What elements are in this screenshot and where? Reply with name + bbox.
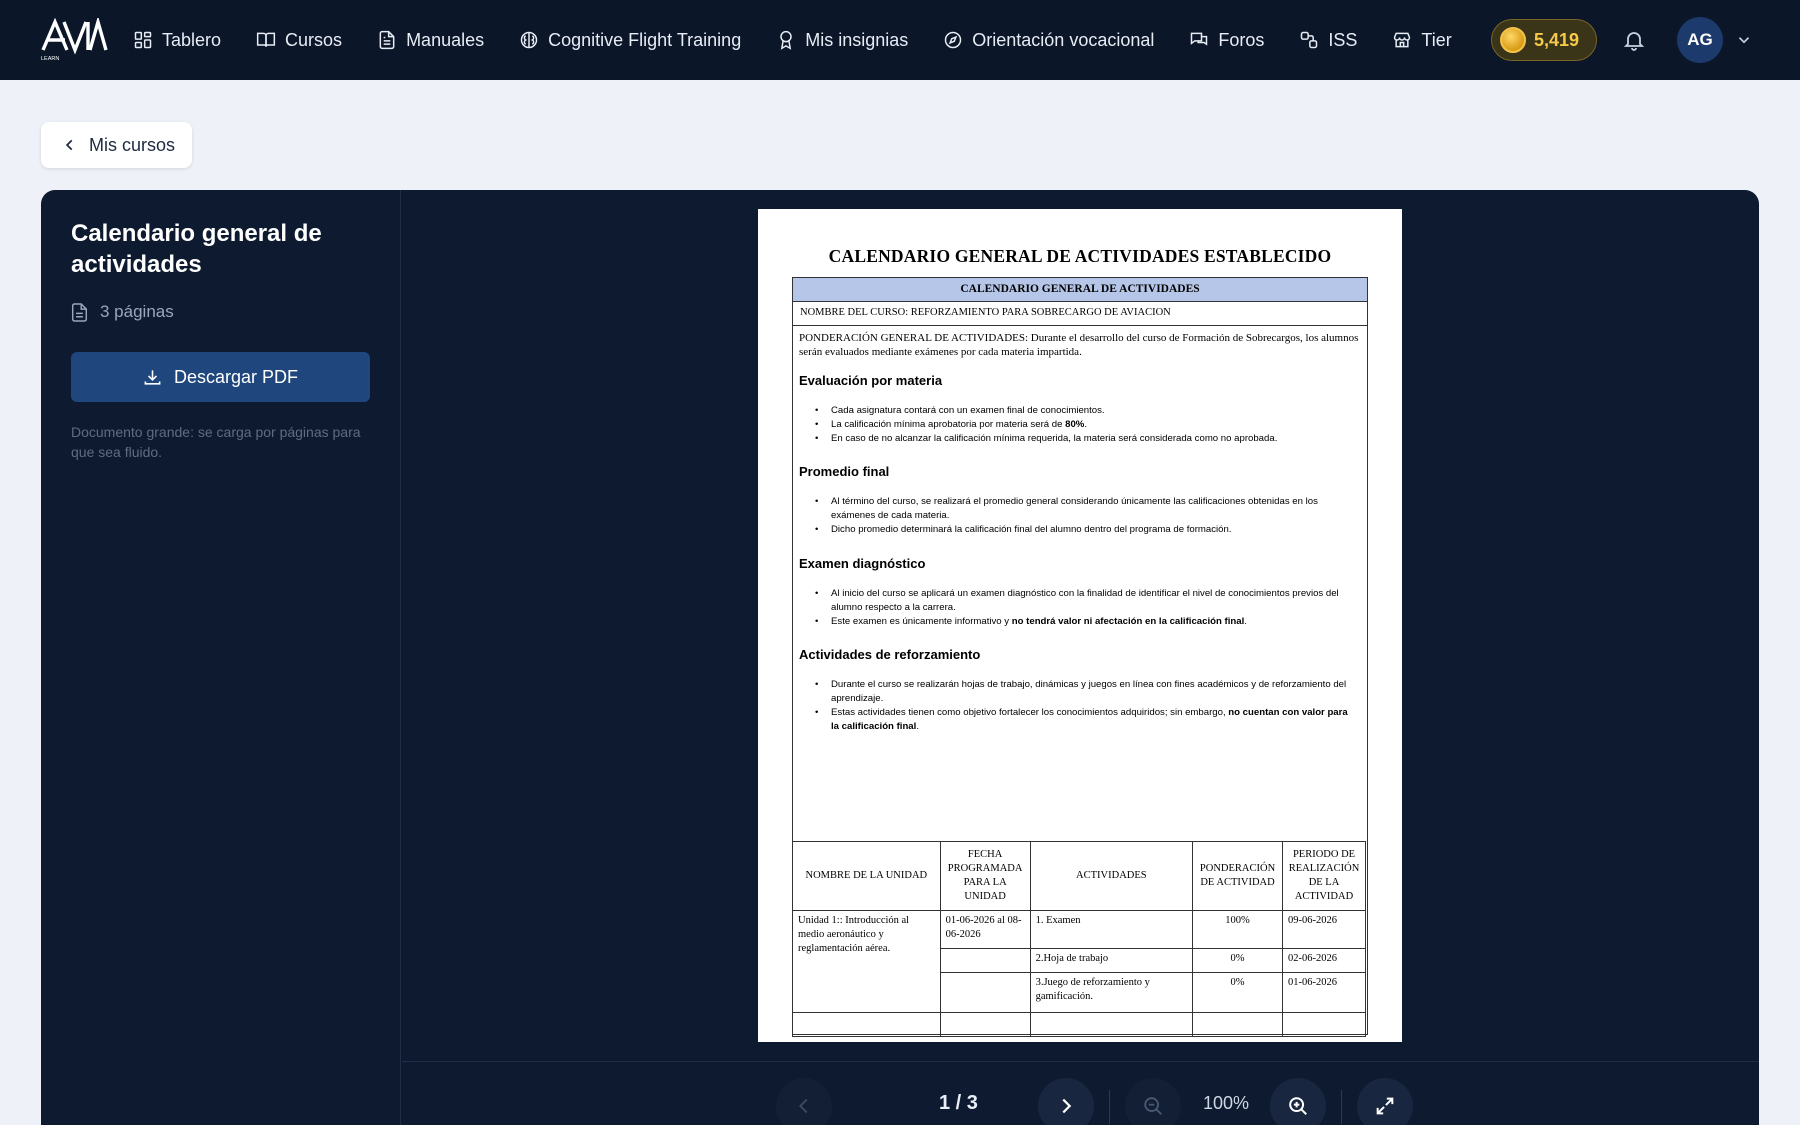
main-menu: [133, 0, 1485, 80]
pdf-heading: CALENDARIO GENERAL DE ACTIVIDADES ESTABLECIDO: [828, 246, 1332, 266]
bullet-item: • Este examen es únicamente informativo y no tendrá valor ni afectación en la calificación final.: [815, 615, 1355, 629]
zoom-out-icon: [1142, 1095, 1164, 1117]
nav-item-cognitive-flight-training[interactable]: [519, 0, 741, 80]
previous-page-button[interactable]: [776, 1078, 832, 1125]
download-label: Descargar PDF: [173, 366, 299, 387]
activity-cell: 2.Hoja de trabajo: [1030, 949, 1193, 973]
nav-item-tier[interactable]: [1392, 0, 1451, 80]
weight-cell: 0%: [1193, 949, 1283, 973]
link-icon: [1299, 30, 1319, 50]
unit-name-cell: Unidad 1:: Introducción al medio aeronáutico y reglamentación aérea.: [793, 911, 941, 1013]
period-cell: 01-06-2026: [1283, 973, 1366, 1013]
bullet-item: • Dicho promedio determinará la calificación final del alumno dentro del programa de formación.: [815, 523, 1355, 537]
bullet-item: • Al término del curso, se realizará el promedio general considerando únicamente las calificaciones obtenidas en los exámenes de cada materia.: [815, 495, 1355, 523]
bullet-item: • En caso de no alcanzar la calificación mínima requerida, la materia será considerada como no aprobada.: [815, 432, 1355, 446]
chevron-left-icon: [63, 138, 77, 152]
zoom-out-button[interactable]: [1125, 1078, 1181, 1125]
section-bullets: [815, 495, 1355, 537]
coin-count: 5,419: [1534, 29, 1580, 50]
page-count-label: 3 páginas: [100, 302, 174, 321]
bullet-item: • La calificación mínima aprobatoria por materia será de 80%.: [815, 418, 1355, 432]
back-button-label: Mis cursos: [89, 134, 176, 155]
divider: [1341, 1090, 1342, 1124]
ponderacion-text: PONDERACIÓN GENERAL DE ACTIVIDADES: Durante el desarrollo del curso de Formación de Sobrecargos, los alumnos serán evaluados mediante exámenes por cada materia impartida.: [799, 332, 1359, 358]
dashboard-icon: [133, 30, 153, 50]
table-row-empty: [793, 1013, 1366, 1037]
page-count: [71, 302, 174, 322]
viewer-controls: [402, 1061, 1759, 1125]
avia-learn-logo[interactable]: [40, 18, 108, 62]
avatar[interactable]: AG: [1677, 17, 1723, 63]
chevron-right-icon: [1055, 1095, 1077, 1117]
frame-banner: CALENDARIO GENERAL DE ACTIVIDADES: [793, 278, 1367, 302]
activities-frame: [792, 277, 1368, 1035]
document-title: Calendario general de actividades: [71, 220, 322, 278]
nav-label: Manuales: [406, 29, 485, 50]
bell-icon[interactable]: [1622, 28, 1646, 52]
store-icon: [1392, 30, 1412, 50]
nav-item-tablero[interactable]: [133, 0, 221, 80]
empty-cell: [1030, 1013, 1193, 1037]
chevron-down-icon[interactable]: [1735, 31, 1753, 49]
badge-icon: [776, 30, 796, 50]
section-title: Promedio final: [799, 464, 890, 479]
top-navigation: [0, 0, 1800, 80]
logo-subtext: LEARN: [41, 56, 60, 62]
nav-item-cursos[interactable]: [256, 0, 342, 80]
download-pdf-button[interactable]: [71, 352, 370, 402]
nav-item-iss[interactable]: [1299, 0, 1357, 80]
expand-icon: [1374, 1095, 1396, 1117]
coin-icon: [1500, 27, 1526, 53]
zoom-in-icon: [1287, 1095, 1309, 1117]
bullet-item: • Durante el curso se realizarán hojas de trabajo, dinámicas y juegos en línea con fines académicos y de reforzamiento del aprendizaje.: [815, 678, 1355, 706]
nav-label: Cursos: [285, 29, 343, 50]
nav-item-orientacion-vocacional[interactable]: [943, 0, 1154, 80]
next-page-button[interactable]: [1038, 1078, 1094, 1125]
file-icon: [71, 303, 88, 322]
table-header: PONDERACIÓN DE ACTIVIDAD: [1193, 842, 1283, 911]
empty-cell: [940, 1013, 1030, 1037]
empty-cell: [793, 1013, 941, 1037]
table-header: NOMBRE DE LA UNIDAD: [793, 842, 941, 911]
brain-icon: [519, 30, 539, 50]
nav-item-manuales[interactable]: [377, 0, 484, 80]
course-name: NOMBRE DEL CURSO: REFORZAMIENTO PARA SOBRECARGO DE AVIACION: [793, 302, 1367, 326]
divider: [1109, 1090, 1110, 1124]
nav-item-mis-insignias[interactable]: [776, 0, 908, 80]
nav-label: Mis insignias: [805, 29, 909, 50]
table-header-row: [793, 842, 1366, 911]
activity-cell: 3.Juego de reforzamiento y gamificación.: [1030, 973, 1193, 1013]
period-cell: 02-06-2026: [1283, 949, 1366, 973]
empty-cell: [940, 973, 1030, 1013]
back-to-courses-button[interactable]: [41, 122, 192, 168]
table-row: [793, 911, 1366, 949]
table-header: PERIODO DE REALIZACIÓN DE LA ACTIVIDAD: [1283, 842, 1366, 911]
coin-balance[interactable]: [1491, 19, 1597, 61]
document-icon: [377, 30, 397, 50]
nav-label: Orientación vocacional: [972, 29, 1155, 50]
bullet-item: • Cada asignatura contará con un examen final de conocimientos.: [815, 404, 1355, 418]
nav-label: ISS: [1328, 29, 1358, 50]
zoom-in-button[interactable]: [1270, 1078, 1326, 1125]
table-header: FECHA PROGRAMADA PARA LA UNIDAD: [940, 842, 1030, 911]
download-icon: [143, 368, 162, 387]
chevron-left-icon: [793, 1095, 815, 1117]
activities-table: [792, 841, 1366, 1037]
fullscreen-button[interactable]: [1357, 1078, 1413, 1125]
section-title: Examen diagnóstico: [799, 556, 926, 571]
table-header: ACTIVIDADES: [1030, 842, 1193, 911]
loading-hint: Documento grande: se carga por páginas para que sea fluido.: [71, 424, 361, 460]
document-sidebar: [41, 190, 401, 1125]
book-icon: [256, 30, 276, 50]
nav-label: Cognitive Flight Training: [548, 29, 742, 50]
section-bullets: [815, 587, 1355, 629]
unit-date-cell: 01-06-2026 al 08-06-2026: [940, 911, 1030, 949]
pdf-viewer[interactable]: [402, 190, 1759, 1061]
page-indicator: 1 / 3: [939, 1092, 978, 1114]
bullet-item: • Al inicio del curso se aplicará un examen diagnóstico con la finalidad de identificar el nivel de conocimientos previos del alumno respecto a la carrera.: [815, 587, 1355, 615]
section-bullets: [815, 678, 1355, 734]
document-card: [41, 190, 1759, 1125]
section-title: Evaluación por materia: [799, 373, 943, 388]
nav-label: Tier: [1421, 29, 1452, 50]
section-bullets: [815, 404, 1355, 446]
nav-label: Tablero: [162, 29, 222, 50]
activity-cell: 1. Examen: [1030, 911, 1193, 949]
pdf-page: [758, 209, 1402, 1042]
nav-label: Foros: [1218, 29, 1265, 50]
weight-cell: 0%: [1193, 973, 1283, 1013]
nav-item-foros[interactable]: [1189, 0, 1264, 80]
period-cell: 09-06-2026: [1283, 911, 1366, 949]
chat-icon: [1189, 30, 1209, 50]
empty-cell: [1193, 1013, 1283, 1037]
section-title: Actividades de reforzamiento: [799, 647, 981, 662]
zoom-level: 100%: [1203, 1093, 1250, 1113]
empty-cell: [940, 949, 1030, 973]
compass-icon: [943, 30, 963, 50]
bullet-item: • Estas actividades tienen como objetivo fortalecer los conocimientos adquiridos; sin embargo, no cuentan con valor para la calificación final.: [815, 706, 1355, 734]
weight-cell: 100%: [1193, 911, 1283, 949]
empty-cell: [1283, 1013, 1366, 1037]
